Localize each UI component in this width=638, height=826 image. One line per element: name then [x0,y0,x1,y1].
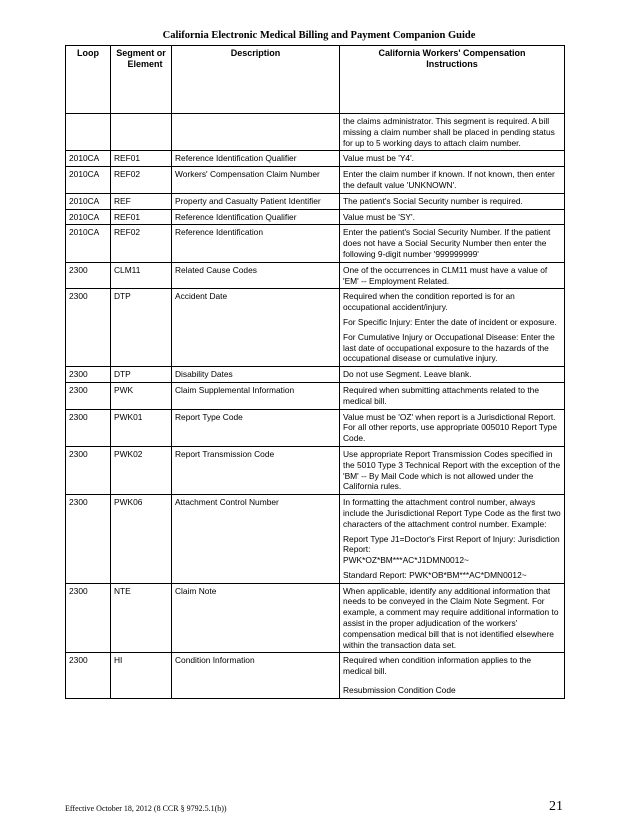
cell-description: Disability Dates [172,367,340,383]
cell-loop: 2300 [66,262,111,289]
instruction-paragraph: For Specific Injury: Enter the date of incident or exposure. [343,316,557,327]
table-row [66,167,565,194]
instruction-paragraph: One of the occurrences in CLM11 must have a value of 'EM' -- Employment Related. [343,264,548,286]
cell-segment: HI [111,653,172,698]
cell-loop: 2300 [66,495,111,584]
cell-loop: 2300 [66,446,111,494]
page-number: 21 [549,799,563,814]
cell-description: Report Transmission Code [172,446,340,494]
cell-loop: 2010CA [66,225,111,262]
cell-instructions [340,209,565,225]
column-header-segment: Segment or Element [111,46,172,114]
cell-instructions [340,382,565,409]
column-header-description: Description [172,46,340,114]
cell-instructions [340,193,565,209]
instruction-paragraph: Enter the patient's Social Security Number. If the patient does not have a Social Security Number then enter the following 9-digit number '999999999' [343,227,551,259]
cell-segment: REF [111,193,172,209]
cell-loop: 2300 [66,367,111,383]
instruction-paragraph: Required when submitting attachments related to the medical bill. [343,384,539,406]
cell-segment: REF02 [111,225,172,262]
cell-segment: NTE [111,583,172,653]
cell-loop: 2300 [66,583,111,653]
cell-segment: CLM11 [111,262,172,289]
document-header: California Electronic Medical Billing and Payment Companion Guide [162,30,476,41]
instruction-paragraph: Standard Report: PWK*OB*BM***AC*DMN0012~ [343,569,527,580]
cell-instructions [340,262,565,289]
instruction-paragraph: Report Type J1=Doctor's First Report of Injury: Jurisdiction Report: [343,533,560,555]
cell-segment [111,114,172,151]
table-row [66,289,565,367]
cell-instructions [340,446,565,494]
column-header-loop: Loop [66,46,111,114]
cell-description: Report Type Code [172,409,340,446]
cell-loop [66,114,111,151]
table-row [66,382,565,409]
instruction-paragraph: For Cumulative Injury or Occupational Disease: Enter the last date of occupational exposure to the hazards of the occupational disease or cumulative injury. [343,331,555,364]
instruction-paragraph: Enter the claim number if known. If not known, then enter the default value 'UNKNOWN'. [343,169,555,190]
table-row [66,583,565,653]
cell-instructions [340,289,565,367]
instruction-paragraph: Value must be 'Y4'. [343,153,415,164]
instruction-paragraph: The patient's Social Security number is required. [343,195,523,206]
cell-segment: REF02 [111,167,172,194]
instruction-paragraph: the claims administrator. This segment is required. A bill missing a claim number shall be placed in pending status for up to 5 working days to attach claim number. [343,116,555,148]
instruction-paragraph: Required when condition information applies to the medical bill. [343,655,532,677]
table-row [66,193,565,209]
table-row [66,262,565,289]
table-row [66,409,565,446]
cell-instructions [340,583,565,653]
cell-description: Claim Note [172,583,340,653]
instruction-paragraph: When applicable, identify any additional information that needs to be conveyed in the Claim Note Segment. For example, a comment may require additional information to assist in the proper adjudication of the workers' compensation medical bill that is not identified elsewhere within the transaction data set. [343,585,559,650]
instruction-paragraph: Use appropriate Report Transmission Codes specified in the 5010 Type 3 Technical Report with the exception of the 'BM' -- By Mail Code which is not allowed under the California rules. [343,448,561,492]
cell-instructions [340,167,565,194]
table-body [66,114,565,699]
table-row [66,446,565,494]
cell-instructions [340,495,565,584]
cell-loop: 2010CA [66,193,111,209]
cell-loop: 2300 [66,409,111,446]
cell-loop: 2010CA [66,151,111,167]
cell-segment: REF01 [111,209,172,225]
cell-segment: PWK01 [111,409,172,446]
cell-description: Reference Identification [172,225,340,262]
cell-description: Reference Identification Qualifier [172,209,340,225]
instruction-paragraph: In formatting the attachment control number, always include the Jurisdictional Report Type Code as the first two characters of the attachment control number. Example: [343,497,561,529]
cell-segment: PWK [111,382,172,409]
cell-instructions [340,409,565,446]
cell-loop: 2300 [66,289,111,367]
cell-description: Attachment Control Number [172,495,340,584]
table-row [66,209,565,225]
cell-segment: DTP [111,367,172,383]
cell-segment: REF01 [111,151,172,167]
cell-instructions [340,367,565,383]
cell-loop: 2300 [66,382,111,409]
cell-loop: 2010CA [66,167,111,194]
cell-description [172,114,340,151]
table-row [66,653,565,698]
cell-segment: DTP [111,289,172,367]
cell-description: Accident Date [172,289,340,367]
instruction-paragraph: Required when the condition reported is for an occupational accident/injury. [343,291,515,313]
table-row [66,225,565,262]
column-header-instructions: California Workers' Compensation Instructions [340,46,565,114]
footer-effective-date: Effective October 18, 2012 (8 CCR § 9792.5.1(b)) [65,804,227,813]
cell-description: Claim Supplemental Information [172,382,340,409]
cell-description: Workers' Compensation Claim Number [172,167,340,194]
cell-instructions [340,225,565,262]
cell-description: Property and Casualty Patient Identifier [172,193,340,209]
table-row [66,114,565,151]
cell-description: Condition Information [172,653,340,698]
companion-guide-table [65,45,565,699]
cell-segment: PWK06 [111,495,172,584]
cell-instructions [340,114,565,151]
instruction-paragraph: Do not use Segment. Leave blank. [343,369,472,380]
cell-loop: 2300 [66,653,111,698]
instruction-paragraph: PWK*OZ*BM***AC*J1DMN0012~ [343,555,469,566]
cell-loop: 2010CA [66,209,111,225]
instruction-paragraph: Value must be 'OZ' when report is a Jurisdictional Report. For all other reports, use appropriate 005010 Report Type Code. [343,411,557,444]
instruction-paragraph: Resubmission Condition Code [343,685,456,696]
table-row [66,367,565,383]
cell-instructions [340,653,565,698]
table-header-row [66,46,565,114]
cell-description: Reference Identification Qualifier [172,151,340,167]
table-row [66,495,565,584]
table-row [66,151,565,167]
cell-instructions [340,151,565,167]
cell-segment: PWK02 [111,446,172,494]
cell-description: Related Cause Codes [172,262,340,289]
instruction-paragraph: Value must be 'SY'. [343,211,415,222]
